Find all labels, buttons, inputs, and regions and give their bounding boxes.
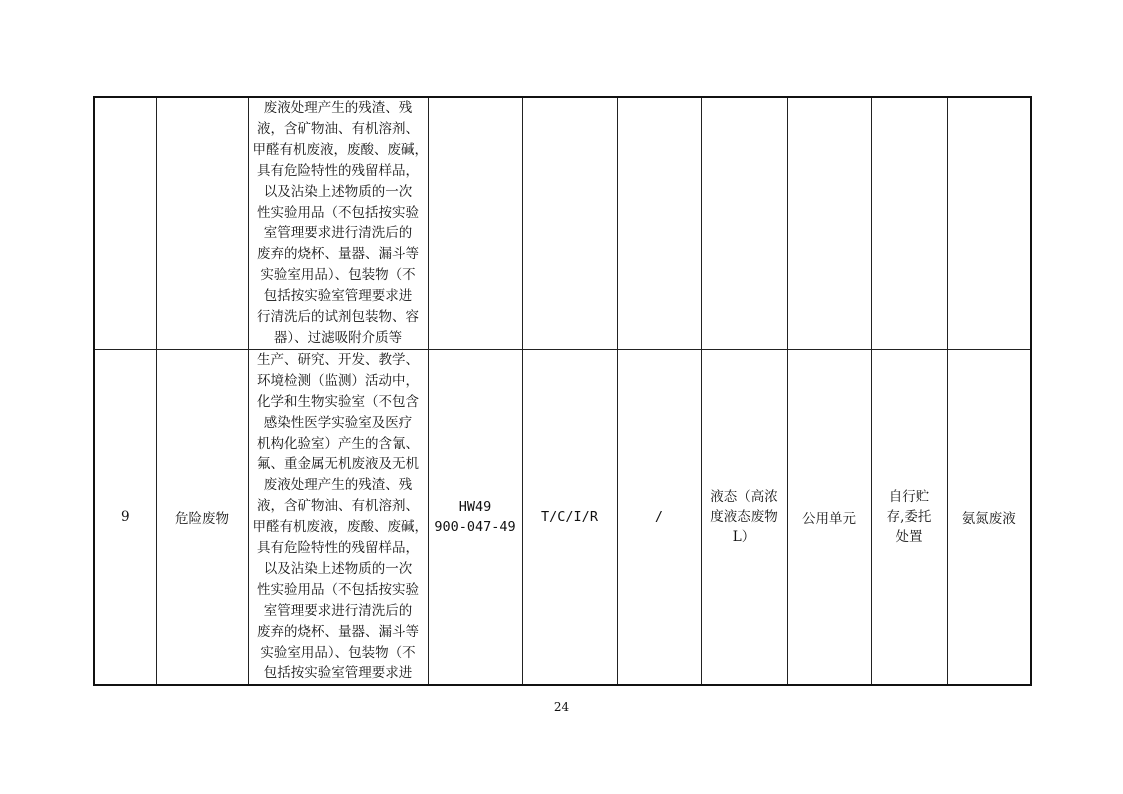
description-line: 包括按实验室管理要求进 <box>263 665 413 682</box>
description-line: 废液处理产生的残渣、残 <box>263 477 413 494</box>
description-line: 实验室用品）、包装物（不 <box>260 644 416 661</box>
description-line: 性实验用品（不包括按实验 <box>257 204 419 221</box>
cell-description <box>248 349 428 685</box>
cell-hazard-characteristics: T/C/I/R <box>522 349 617 685</box>
description-line: 室管理要求进行清洗后的 <box>263 602 413 619</box>
description-line: 氟、重金属无机废液及无机 <box>257 456 419 473</box>
cell-source: 公用单元 <box>787 349 871 685</box>
cell-empty <box>787 97 871 349</box>
description-line: 室管理要求进行清洗后的 <box>263 225 413 242</box>
description-line: 器）、过滤吸附介质等 <box>273 329 403 346</box>
description-line: 具有危险特性的残留样品， <box>257 540 419 557</box>
description-line: 废液处理产生的残渣、残 <box>263 100 413 116</box>
disposal-line: 存,委托 <box>886 509 932 526</box>
cell-empty <box>701 97 787 349</box>
cell-empty <box>428 97 522 349</box>
table-row-continuation <box>94 97 1031 349</box>
cell-description <box>248 97 428 349</box>
form-line: 度液态废物 <box>710 509 778 526</box>
waste-code: 900-047-49 <box>434 519 516 536</box>
description-line: 废弃的烧杯、量器、漏斗等 <box>257 246 419 263</box>
description-line: 甲醛有机废液，废酸、废碱， <box>252 141 428 158</box>
cell-empty <box>617 97 701 349</box>
cell-empty <box>871 97 947 349</box>
cell-empty <box>947 97 1031 349</box>
description-line: 甲醛有机废液，废酸、废碱， <box>252 519 428 536</box>
cell-waste-name: 氨氮废液 <box>947 349 1031 685</box>
description-line: 包括按实验室管理要求进 <box>263 288 413 305</box>
description-line: 行清洗后的试剂包装物、容 <box>257 309 419 326</box>
cell-number: 9 <box>94 349 156 685</box>
description-line: 生产、研究、开发、教学、 <box>257 351 419 368</box>
description-line: 以及沾染上述物质的一次 <box>263 560 413 577</box>
cell-empty <box>94 97 156 349</box>
description-line: 实验室用品）、包装物（不 <box>260 267 416 284</box>
cell-waste-code <box>428 349 522 685</box>
hazardous-waste-table <box>93 96 1032 686</box>
cell-disposal <box>871 349 947 685</box>
page-number: 24 <box>553 700 570 714</box>
description-line: 性实验用品（不包括按实验 <box>257 581 419 598</box>
form-line: 液态（高浓 <box>710 489 778 506</box>
table-row-9 <box>94 349 1031 685</box>
disposal-line: 自行贮 <box>888 489 930 506</box>
description-line: 液，含矿物油、有机溶剂、 <box>257 120 419 137</box>
description-line: 环境检测（监测）活动中， <box>257 372 419 389</box>
cell-physical-form <box>701 349 787 685</box>
disposal-line: 处置 <box>895 529 923 546</box>
cell-slash: / <box>617 349 701 685</box>
cell-empty <box>156 97 248 349</box>
waste-category-code: HW49 <box>458 499 492 516</box>
cell-category: 危险废物 <box>156 349 248 685</box>
description-line: 化学和生物实验室（不包含 <box>257 393 419 410</box>
description-line: 以及沾染上述物质的一次 <box>263 183 413 200</box>
form-line: L） <box>732 529 756 546</box>
description-line: 机构化验室）产生的含氰、 <box>257 435 419 452</box>
description-line: 废弃的烧杯、量器、漏斗等 <box>257 623 419 640</box>
description-line: 感染性医学实验室及医疗 <box>263 414 413 431</box>
description-line: 具有危险特性的残留样品， <box>257 162 419 179</box>
description-line: 液，含矿物油、有机溶剂、 <box>257 498 419 515</box>
cell-empty <box>522 97 617 349</box>
